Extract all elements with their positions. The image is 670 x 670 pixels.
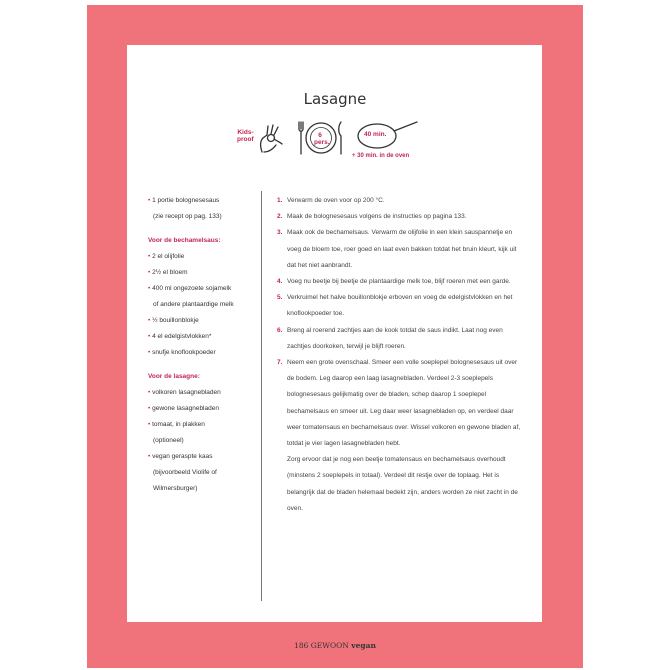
step-item: 7. Neem een grote ovenschaal. Smeer een volle soeplepel bolognesesaus uit over de bodem. Leg daarop een laag lasagnebladen. Verdeel 2-3 soeplepels bolognesesaus gelijkmatig over de bladen, schep daarop 1 soeplepel bechamelsaus en smeer uit. Leg daar weer lasagnebladen op, en verdeel daar weer tomatensaus en bechamelsaus over. Wissel volkoren en gewone bladen af, totdat je vier lagen lasagnebladen hebt.	[277, 359, 521, 448]
step-item: 3. Maak ook de bechamelsaus. Verwarm de olijfolie in een klein sauspannetje en voeg de bloem toe, roer goed en laat even bakken totdat het bruin kleurt, kijk uit dat het niet aanbrandt.	[277, 229, 517, 269]
page-footer	[0, 641, 670, 650]
list-item: • 1 portie bolognesesaus	[148, 197, 220, 204]
list-item: • gewone lasagnebladen	[148, 405, 219, 412]
list-item: of andere plantaardige melk	[153, 301, 234, 308]
step-item: 2. Maak de bolognesesaus volgens de instructies op pagina 133.	[277, 213, 467, 221]
list-item: • 4 el edelgistvlokken*	[148, 333, 212, 340]
list-item: • 2½ el bloem	[148, 269, 188, 276]
ok-hand-icon	[256, 122, 286, 154]
list-item: • 2 el olijfolie	[148, 253, 185, 260]
ingredients-list	[148, 193, 258, 497]
persons-label: 6 pers.	[314, 132, 330, 146]
list-item: • 400 ml ongezoete sojamelk	[148, 285, 232, 292]
list-item: (zie recept op pag. 133)	[153, 213, 222, 220]
book-title-part: GEWOON	[310, 641, 349, 650]
list-item: • snufje knoflookpoeder	[148, 349, 216, 356]
book-title-part: vegan	[351, 641, 376, 650]
lasagne-heading: Voor de lasagne:	[148, 373, 200, 380]
page-number: 186	[294, 641, 309, 650]
column-divider	[261, 191, 262, 601]
list-item: • tomaat, in plakken	[148, 421, 205, 428]
step-item: 6. Breng al roerend zachtjes aan de kook totdat de saus indikt. Laat nog even zachtjes doorkoken, terwijl je blijft roeren.	[277, 326, 503, 350]
recipe-title: Lasagne	[303, 90, 367, 108]
bechamel-heading: Voor de bechamelsaus:	[148, 237, 221, 244]
list-item: • vegan geraspte kaas	[148, 453, 213, 460]
list-item: • volkoren lasagnebladen	[148, 389, 221, 396]
instructions	[277, 193, 522, 517]
recipe-icons	[0, 114, 670, 164]
list-item: (optioneel)	[153, 437, 184, 444]
list-item: Wilmersburger)	[153, 485, 198, 492]
list-item: • ½ bouillonblokje	[148, 317, 199, 324]
step-item: 4. Voeg nu beetje bij beetje de plantaardige melk toe, blijf roeren met een garde.	[277, 278, 511, 286]
list-item: (bijvoorbeeld Violife of	[153, 469, 217, 476]
closing-paragraph: Zorg ervoor dat je nog een beetje tomatensaus en bechamelsaus overhoudt (minstens 2 soeplepels in totaal). Verdeel dit restje over de toplaag. Het is belangrijk dat de bladen helemaal bedekt zijn, anders worden ze niet zacht in de oven.	[287, 456, 518, 512]
cooking-time: 40 min.	[364, 131, 387, 138]
oven-time: + 30 min. in de oven	[352, 153, 410, 159]
kids-proof-label: Kids- proof	[237, 129, 254, 143]
step-item: 5. Verkruimel het halve bouillonblokje erboven en voeg de edelgistvlokken en het knoflookpoeder toe.	[277, 294, 513, 318]
step-item: 1. Verwarm de oven voor op 200 °C.	[277, 197, 385, 204]
